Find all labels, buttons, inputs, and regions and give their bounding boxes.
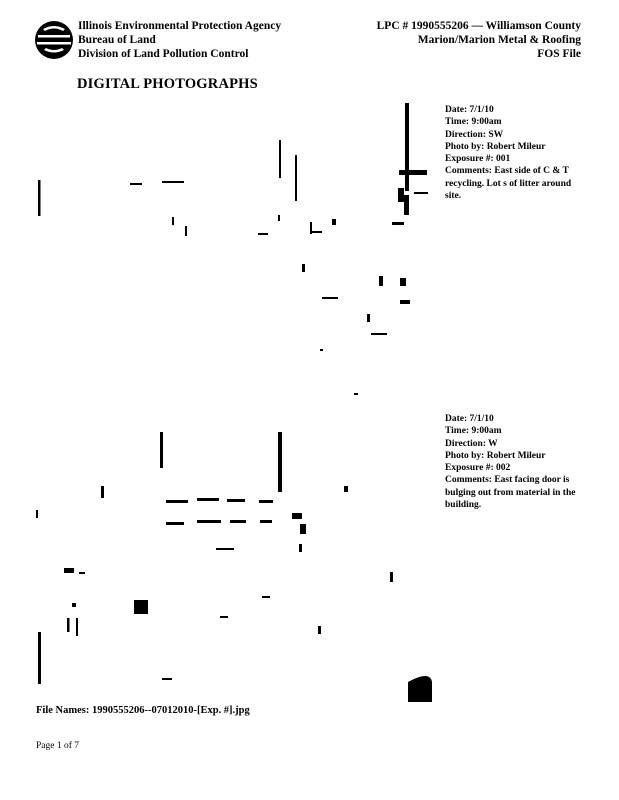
photo-1 [34,100,432,400]
photo-1-comments: Comments: East side of C & T recycling. Lot s of litter around site. [445,166,572,202]
photo-1-exposure: Exposure #: 001 [445,154,511,165]
photo-2-time: Time: 9:00am [445,426,502,437]
illinois-epa-logo-icon [34,20,74,60]
file-names: File Names: 1990555206--07012010-[Exp. #].jpg [36,705,250,716]
photo-2-direction: Direction: W [445,438,498,449]
page-number: Page 1 of 7 [36,741,80,751]
photo-2-comments: Comments: East facing door is bulging out from material in the building. [445,475,576,511]
photo-1-photographer: Photo by: Robert Mileur [445,141,546,152]
site-name: Marion/Marion Metal & Roofing [417,34,581,46]
bureau-name: Bureau of Land [78,34,156,46]
photo-1-direction: Direction: SW [445,129,504,140]
photo-2-exposure: Exposure #: 002 [445,463,511,474]
photo-2-photographer: Photo by: Robert Mileur [445,450,546,461]
photo-1-time: Time: 9:00am [445,117,502,128]
lpc-number: LPC # 1990555206 — Williamson County [376,20,581,32]
photo-2-date: Date: 7/1/10 [445,414,494,424]
photo-1-date: Date: 7/1/10 [445,105,494,115]
photo-2 [34,420,432,710]
lpc-block [377,19,581,61]
agency-block [78,19,281,61]
page-title: DIGITAL PHOTOGRAPHS [77,76,258,92]
file-type: FOS File [537,48,581,60]
agency-name: Illinois Environmental Protection Agency [78,20,282,32]
photo-2-info [445,413,585,511]
photo-1-info [445,104,585,202]
division-name: Division of Land Pollution Control [78,48,249,60]
